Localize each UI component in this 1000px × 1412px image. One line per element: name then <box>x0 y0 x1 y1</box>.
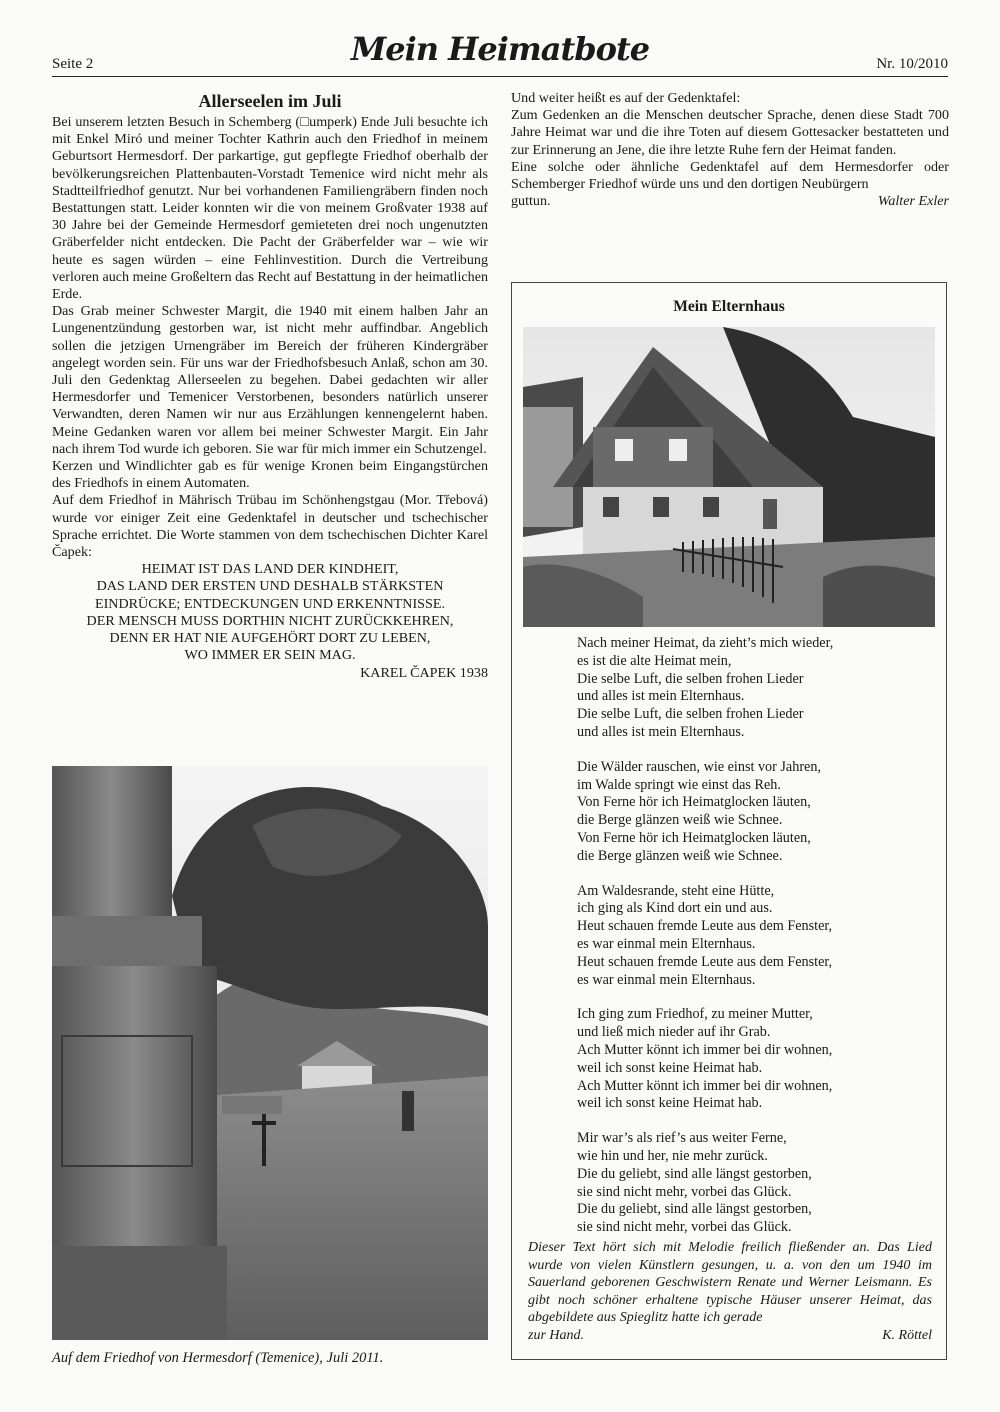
poem <box>577 635 833 1254</box>
quote-line: DAS LAND DER ERSTEN UND DESHALB STÄRKSTEN <box>96 578 444 595</box>
poem-line: Nach meiner Heimat, da zieht’s mich wieder, <box>577 635 834 651</box>
article-title: Allerseelen im Juli <box>198 91 342 111</box>
poem-line: die Berge glänzen weiß wie Schnee. <box>577 847 783 864</box>
poem-line: es war einmal mein Elternhaus. <box>577 971 756 988</box>
poem-line: und ließ mich nieder auf ihr Grab. <box>577 1024 771 1041</box>
poem-line: es war einmal mein Elternhaus. <box>577 935 756 952</box>
poem-line: sie sind nicht mehr, vorbei das Glück. <box>577 1183 792 1200</box>
article-paragraph: Bei unserem letzten Besuch in Schemberg (□umperk) Ende Juli besuchte ich mit Enkel Miró und meiner Tochter Kathrin auch den Friedhof in meinem Geburtsort Hermesdorf. Der parkartige, gut gepflegte Friedhof oberhalb der bevölkerungsreichen Plattenbauten-Vorstadt Temenice wird nicht mehr als Stadtteilfriedhof genutzt. Nur bei vorhandenen Familiengräbern finden noch Bestattungen statt. Leider konnten wir die von meinem Großvater 1938 auf 30 Jahre bei der Gemeinde Hermesdorf gemieteten drei noch ungenutzten Gräberfelder nicht entdecken. Die Pacht der Gräberfelder war – wie wir heute es sagen würden – eine Fehlinvestition. Durch die Vertreibung verloren auch meine Großeltern das Recht auf Bestattung in der heimatlichen Erde. <box>52 114 488 303</box>
note-end: zur Hand. <box>528 1327 585 1343</box>
masthead-logo: Mein Heimatbote <box>350 30 650 68</box>
article-paragraph: Kerzen und Windlichter gab es für wenige Kronen beim Eingangstürchen des Friedhofs in einem Automaten. <box>52 458 488 492</box>
poem-line: ich ging als Kind dort ein und aus. <box>577 900 773 917</box>
poem-line: im Walde springt wie einst das Reh. <box>577 776 781 793</box>
poem-line: Am Waldesrande, steht eine Hütte, <box>577 882 775 899</box>
poem-line: und alles ist mein Elternhaus. <box>577 723 745 740</box>
poem-line: es ist die alte Heimat mein, <box>577 652 732 669</box>
poem-line: und alles ist mein Elternhaus. <box>577 688 745 705</box>
author-signature-line <box>511 193 949 210</box>
quote-line: HEIMAT IST DAS LAND DER KINDHEIT, <box>141 561 399 578</box>
poem-stanza <box>577 759 833 866</box>
poem-stanza <box>577 883 833 990</box>
poem-line: weil ich sonst keine Heimat hab. <box>577 1059 763 1076</box>
poem-line: Die selbe Luft, die selben frohen Lieder <box>577 706 804 723</box>
poem-line: die Berge glänzen weiß wie Schnee. <box>577 812 783 829</box>
poem-line: Ach Mutter könnt ich immer bei dir wohnen, <box>577 1041 833 1058</box>
article-paragraph: Eine solche oder ähnliche Gedenktafel auf dem Hermesdorfer oder Schemberger Friedhof würde uns und den dortigen Neubürgern <box>511 158 949 193</box>
article-paragraph: Und weiter heißt es auf der Gedenktafel: <box>511 90 741 106</box>
poem-line: Von Ferne hör ich Heimatglocken läuten, <box>577 829 811 846</box>
poem-stanza <box>577 1006 833 1113</box>
poem-line: Die Wälder rauschen, wie einst vor Jahren, <box>577 758 821 775</box>
house-photo-illustration <box>523 327 935 627</box>
poem-title: Mein Elternhaus <box>673 298 785 315</box>
quote-author: KAREL ČAPEK 1938 <box>360 664 488 681</box>
poem-line: Ich ging zum Friedhof, zu meiner Mutter, <box>577 1006 813 1023</box>
poem-line: Heut schauen fremde Leute aus dem Fenster, <box>577 953 833 970</box>
poem-line: weil ich sonst keine Heimat hab. <box>577 1095 763 1112</box>
article-paragraph: Auf dem Friedhof in Mährisch Trübau im Schönhengstgau (Mor. Třebová) wurde vor einiger Zeit eine Gedenktafel in deutscher und tschechischer Sprache errichtet. Die Worte stammen von dem tschechischen Dichter Karel Čapek: <box>52 492 488 561</box>
quote-line: WO IMMER ER SEIN MAG. <box>184 647 356 664</box>
article-paragraph: Zum Gedenken an die Menschen deutscher Sprache, denen diese Stadt 700 Jahre Heimat war und die ihre Toten auf diesem Gottesacker bestatteten und zur Erinnerung an Jene, die ihre letzte Ruhe fern der Heimat fanden. <box>511 107 949 158</box>
quote-line: DER MENSCH MUSS DORTHIN NICHT ZURÜCKKEHREN, <box>86 612 454 629</box>
article-column-right <box>511 90 949 210</box>
poem-stanza <box>577 635 833 742</box>
poem-line: Die selbe Luft, die selben frohen Lieder <box>577 670 804 687</box>
poem-line: Mir war’s als rief’s aus weiter Ferne, <box>577 1130 787 1147</box>
quote-line: EINDRÜCKE; ENTDECKUNGEN UND ERKENNTNISSE. <box>95 595 445 612</box>
capek-quote <box>52 561 488 681</box>
poem-line: sie sind nicht mehr, vorbei das Glück. <box>577 1219 792 1236</box>
article-paragraph: Das Grab meiner Schwester Margit, die 1940 mit einem halben Jahr an Lungenentzündung gestorben war, ist nicht mehr auffindbar. Angeblich sollen die jetzigen Urnengräber im Bereich der früheren Kindergräber angelegt worden sein. Für uns war der Friedhofsbesuch Anlaß, schon am 30. Juli den Gedenktag Allerseelen zu begehen. Dabei gedachten wir aller Hermesdorfer und Temenicer Verstorbenen, besonders natürlich unserer Verwandten, deren Namen wir nur aus Erzählungen kennengelernt haben. Meine Gedanken waren vor allem bei meiner Schwester Margit. Ein Jahr nach ihrem Tod wurde ich geboren. Sie war für mich immer ein Schutzengel. <box>52 303 488 457</box>
cemetery-photo <box>52 766 488 1340</box>
poem-stanza <box>577 1130 833 1237</box>
poem-line: Heut schauen fremde Leute aus dem Fenster, <box>577 918 833 935</box>
page-number: Seite 2 <box>52 56 94 72</box>
header-rule <box>52 76 948 77</box>
house-photo <box>523 327 935 627</box>
poem-line: Die du geliebt, sind alle längst gestorben, <box>577 1165 812 1182</box>
poem-note <box>528 1239 932 1344</box>
author-name: Walter Exler <box>877 193 949 210</box>
poem-line: Ach Mutter könnt ich immer bei dir wohnen, <box>577 1077 833 1094</box>
quote-line: DENN ER HAT NIE AUFGEHÖRT DORT ZU LEBEN, <box>109 630 431 647</box>
last-word: guttun. <box>511 193 551 210</box>
poem-line: Von Ferne hör ich Heimatglocken läuten, <box>577 794 811 811</box>
poem-box <box>511 282 947 1360</box>
cemetery-photo-illustration <box>52 766 488 1340</box>
note-text: Dieser Text hört sich mit Melodie freilich fließender an. Das Lied wurde von vielen Künstlern gesungen, u. a. von den um 1940 im Sauerland geborenen Geschwistern Renate und Werner Leismann. Es gibt noch schöner erhaltene typische Häuser unserer Heimat, das abgebildete aus Spieglitz hatte ich gerade <box>528 1240 932 1325</box>
poem-line: Die du geliebt, sind alle längst gestorben, <box>577 1201 812 1218</box>
poem-line: wie hin und her, nie mehr zurück. <box>577 1147 768 1164</box>
photo-caption: Auf dem Friedhof von Hermesdorf (Temenice), Juli 2011. <box>52 1350 384 1366</box>
issue-number: Nr. 10/2010 <box>876 56 948 72</box>
article-column-left <box>52 88 488 682</box>
note-signature-line <box>528 1327 932 1345</box>
note-author: K. Röttel <box>882 1327 932 1343</box>
